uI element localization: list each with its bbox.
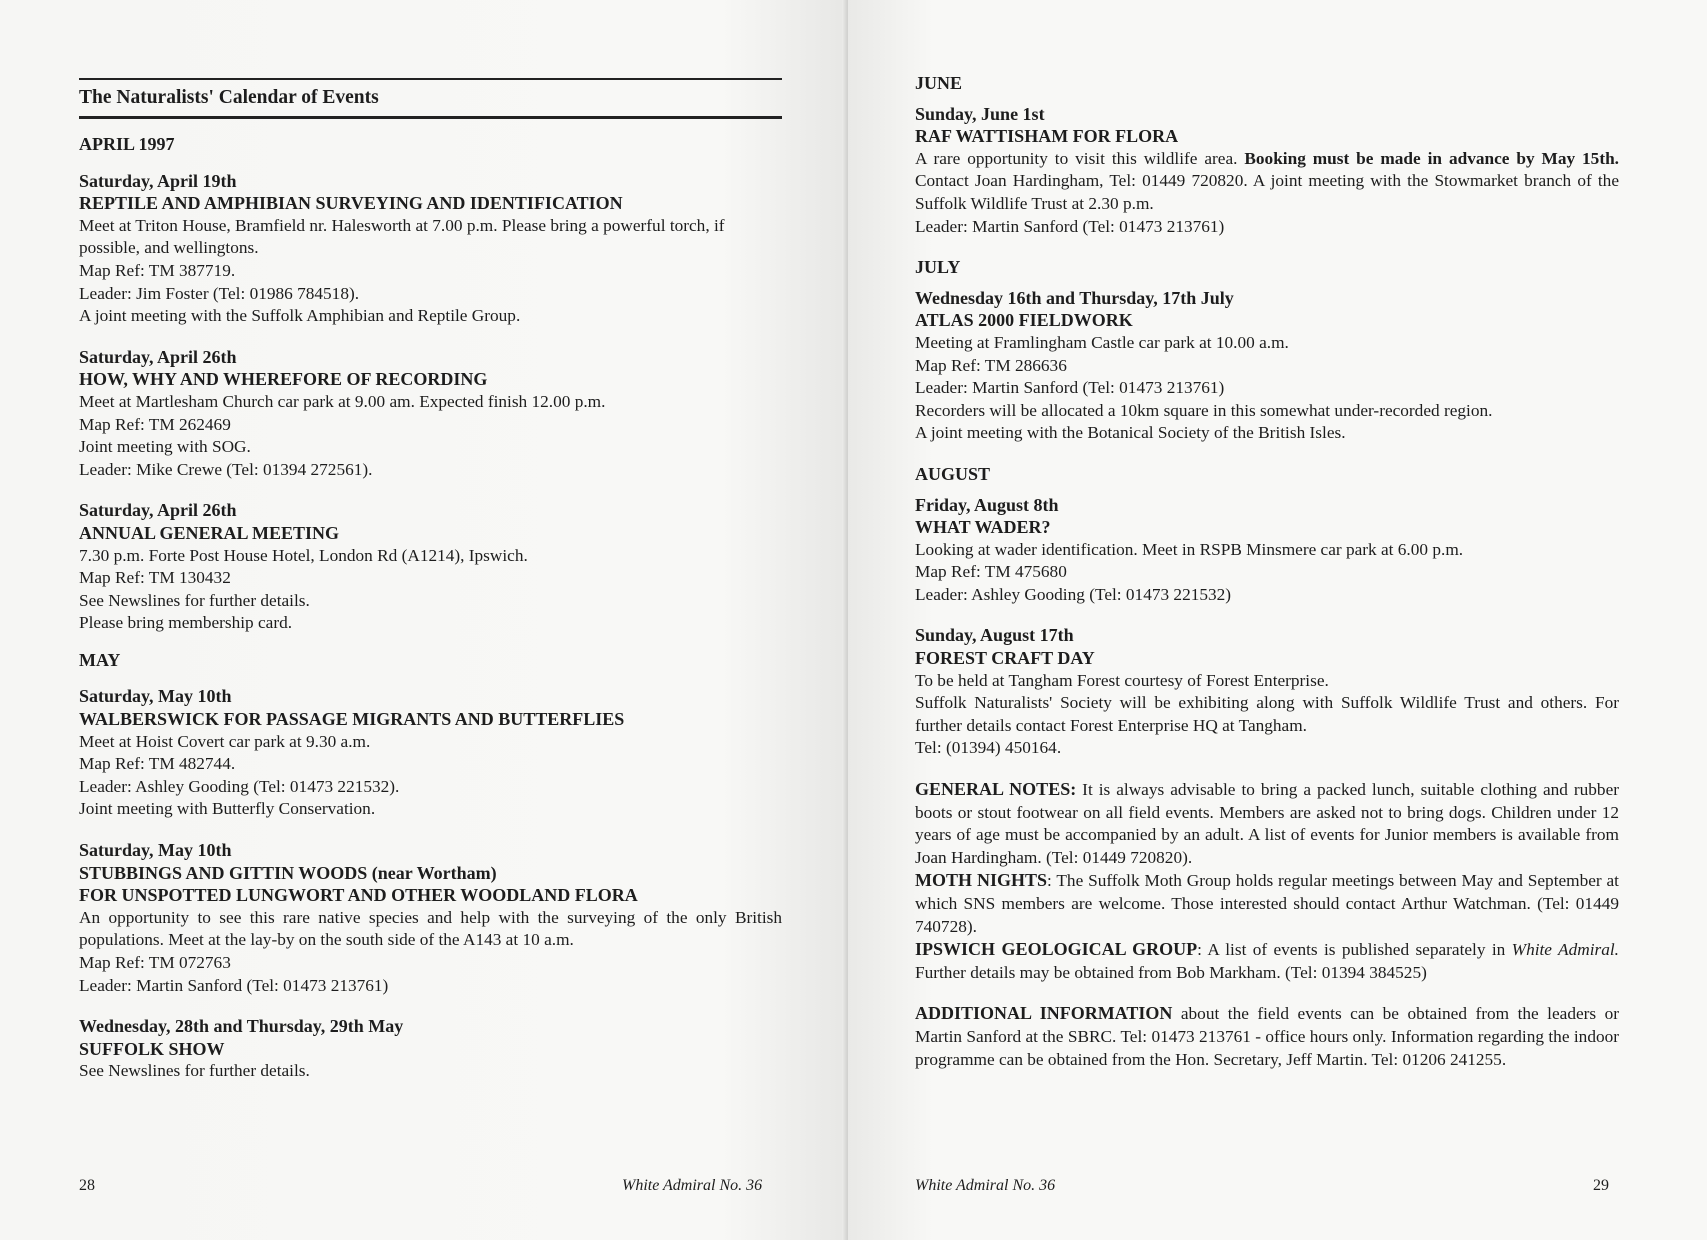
- event-date: Saturday, April 26th: [79, 346, 237, 367]
- event-line: See Newslines for further details.: [79, 1061, 310, 1081]
- event-title: RAF WATTISHAM FOR FLORA: [915, 126, 1179, 147]
- page-number-left: 28: [79, 1177, 95, 1194]
- event-line: Map Ref: TM 262469: [79, 414, 231, 434]
- event-title: STUBBINGS AND GITTIN WOODS (near Wortham): [79, 862, 497, 883]
- event-line: An opportunity to see this rare native species and help with the surveying of the only British populations. Meet at the lay-by on the south side of the A143 at 10 a.m.: [79, 907, 782, 950]
- event-line: Map Ref: TM 387719.: [79, 260, 236, 280]
- event-line: Joint meeting with SOG.: [79, 437, 251, 457]
- month-heading: JULY: [915, 257, 961, 278]
- month-heading: MAY: [79, 649, 121, 670]
- event-line: Map Ref: TM 072763: [79, 953, 231, 972]
- event-line: Leader: Martin Sanford (Tel: 01473 213761): [915, 378, 1225, 398]
- event: [79, 1015, 782, 1083]
- event-date: Saturday, April 19th: [79, 170, 237, 191]
- moth-nights-note: [915, 869, 1619, 938]
- event-date: Saturday, May 10th: [79, 840, 232, 861]
- additional-information-label: ADDITIONAL INFORMATION: [915, 1003, 1173, 1024]
- event-line: Recorders will be allocated a 10km square in this somewhat under-recorded region.: [915, 400, 1493, 420]
- month-heading: APRIL 1997: [79, 134, 175, 154]
- event-line: Leader: Martin Sanford (Tel: 01473 213761): [79, 975, 389, 995]
- event-line: Leader: Ashley Gooding (Tel: 01473 221532): [915, 584, 1232, 604]
- event: [915, 494, 1619, 607]
- event-date: Saturday, May 10th: [79, 686, 232, 707]
- event-line: Meet at Triton House, Bramfield nr. Halesworth at 7.00 p.m. Please bring a powerful torch, if possible, and wellingtons.: [79, 215, 725, 258]
- additional-information-text: about the field events can be obtained from the leaders or Martin Sanford at the SBRC. Tel: 01473 213761 - office hours only. Information regarding the indoor programme can be obtained from the Hon. Secretary, Jeff Martin. Tel: 01206 241255.: [915, 1004, 1619, 1069]
- event-line: See Newslines for further details.: [79, 590, 310, 610]
- event-date: Wednesday 16th and Thursday, 17th July: [915, 287, 1234, 308]
- event-date: Sunday, June 1st: [915, 103, 1045, 124]
- event: [79, 346, 782, 482]
- event-line: Leader: Mike Crewe (Tel: 01394 272561).: [79, 459, 373, 479]
- event-line: Looking at wader identification. Meet in RSPB Minsmere car park at 6.00 p.m.: [915, 539, 1464, 559]
- event-date: Wednesday, 28th and Thursday, 29th May: [79, 1016, 404, 1037]
- event-title: HOW, WHY AND WHEREFORE OF RECORDING: [79, 369, 488, 390]
- event: [79, 839, 782, 997]
- event-title: FOR UNSPOTTED LUNGWORT AND OTHER WOODLAND FLORA: [79, 885, 638, 906]
- month-heading: JUNE: [915, 73, 963, 93]
- geological-group-note: [915, 938, 1619, 984]
- general-notes-text: It is always advisable to bring a packed lunch, suitable clothing and rubber boots or stout footwear on all field events. Members are asked not to bring dogs. Children under 12 years of age must be accompanied by an adult. A list of events for Junior members is available from Joan Hardingham. (Tel: 01449 720820).: [915, 780, 1619, 867]
- event-line: Tel: (01394) 450164.: [915, 738, 1062, 758]
- event-line: A joint meeting with the Botanical Society of the British Isles.: [915, 423, 1346, 443]
- publication-footer-right: White Admiral No. 36: [915, 1177, 1056, 1194]
- event: [79, 499, 782, 635]
- event-line: Map Ref: TM 286636: [915, 355, 1067, 375]
- general-notes: [915, 778, 1619, 869]
- event-title: ANNUAL GENERAL MEETING: [79, 522, 340, 543]
- additional-information: [915, 1002, 1619, 1071]
- event-line: Suffolk Naturalists' Society will be exhibiting along with Suffolk Wildlife Trust and others. For further details contact Forest Enterprise HQ at Tangham.: [915, 693, 1619, 735]
- event-title: ATLAS 2000 FIELDWORK: [915, 310, 1133, 331]
- publication-footer-left: White Admiral No. 36: [622, 1177, 763, 1194]
- calendar-title-bar: [79, 78, 782, 119]
- event: [79, 685, 782, 821]
- event-line: Leader: Martin Sanford (Tel: 01473 213761): [915, 216, 1225, 236]
- publication-name: White Admiral.: [1511, 940, 1619, 960]
- booking-notice: Booking must be made in advance by May 15th.: [1244, 148, 1619, 168]
- event: [915, 624, 1619, 760]
- event-line: Please bring membership card.: [79, 613, 293, 633]
- right-column: [915, 0, 1619, 1071]
- event-line: A rare opportunity to visit this wildlife area.: [915, 148, 1238, 168]
- moth-nights-text: : The Suffolk Moth Group holds regular meetings between May and September at which SNS members are welcome. Those interested should contact Arthur Watchman. (Tel: 01449 740728).: [915, 871, 1619, 936]
- event-line: A joint meeting with the Suffolk Amphibian and Reptile Group.: [79, 306, 521, 326]
- calendar-title: The Naturalists' Calendar of Events: [79, 87, 379, 108]
- event-line: 7.30 p.m. Forte Post House Hotel, London Rd (A1214), Ipswich.: [79, 545, 528, 565]
- event: [79, 170, 782, 328]
- moth-nights-label: MOTH NIGHTS: [915, 870, 1048, 891]
- event-title: SUFFOLK SHOW: [79, 1038, 225, 1059]
- event-line: Leader: Ashley Gooding (Tel: 01473 221532).: [79, 776, 400, 796]
- event-title: WALBERSWICK FOR PASSAGE MIGRANTS AND BUTTERFLIES: [79, 709, 625, 730]
- event-date: Sunday, August 17th: [915, 625, 1074, 646]
- event-line: To be held at Tangham Forest courtesy of Forest Enterprise.: [915, 670, 1329, 690]
- event-line: Map Ref: TM 130432: [79, 568, 231, 588]
- left-column: [79, 0, 782, 1083]
- event-line: Joint meeting with Butterfly Conservation.: [79, 799, 376, 819]
- event-line: Map Ref: TM 475680: [915, 562, 1067, 582]
- month-heading: AUGUST: [915, 463, 991, 484]
- geological-group-text: : A list of events is published separately in: [1197, 940, 1512, 960]
- right-page: [848, 0, 1707, 1240]
- event-description: [915, 148, 1619, 216]
- event-line: Meet at Hoist Covert car park at 9.30 a.m.: [79, 731, 371, 751]
- event-line: Map Ref: TM 482744.: [79, 754, 236, 774]
- event-line: Meet at Martlesham Church car park at 9.00 am. Expected finish 12.00 p.m.: [79, 391, 606, 411]
- event-line: Meeting at Framlingham Castle car park at 10.00 a.m.: [915, 332, 1289, 352]
- event-date: Saturday, April 26th: [79, 500, 237, 521]
- event: [915, 287, 1619, 445]
- event-title: WHAT WADER?: [915, 517, 1051, 538]
- event-line: Leader: Jim Foster (Tel: 01986 784518).: [79, 283, 360, 303]
- event-line: Contact Joan Hardingham, Tel: 01449 720820. A joint meeting with the Stowmarket branch of the Suffolk Wildlife Trust at 2.30 p.m.: [915, 171, 1619, 213]
- left-page: [0, 0, 848, 1240]
- geological-group-label: IPSWICH GEOLOGICAL GROUP: [915, 939, 1198, 960]
- event-title: FOREST CRAFT DAY: [915, 648, 1095, 669]
- event: [915, 103, 1619, 239]
- event-date: Friday, August 8th: [915, 494, 1059, 515]
- page-number-right: 29: [1593, 1177, 1609, 1194]
- event-title: REPTILE AND AMPHIBIAN SURVEYING AND IDENTIFICATION: [79, 193, 623, 214]
- general-notes-label: GENERAL NOTES:: [915, 779, 1077, 800]
- geological-group-text: Further details may be obtained from Bob Markham. (Tel: 01394 384525): [915, 962, 1427, 982]
